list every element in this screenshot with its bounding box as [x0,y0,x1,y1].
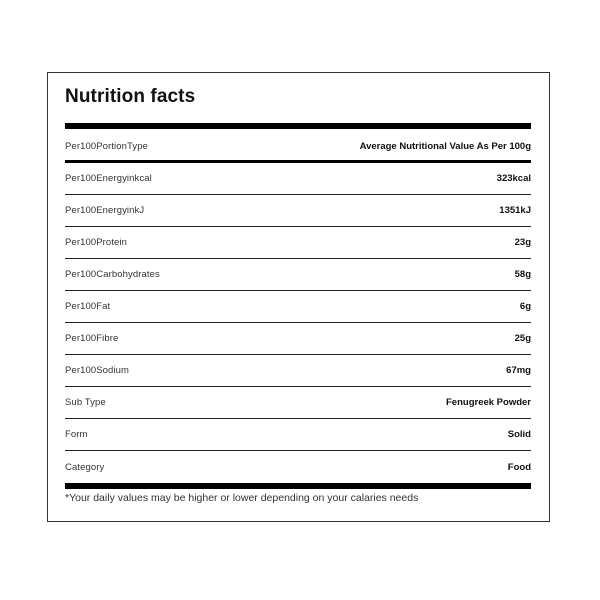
row-label: Per100Fat [65,301,111,312]
table-row [65,291,531,323]
row-label: Sub Type [65,397,106,408]
nutrition-rows [65,163,531,483]
row-value: 23g [514,237,531,248]
row-label: Per100Protein [65,237,128,248]
row-label: Per100Fibre [65,333,119,344]
table-row [65,451,531,483]
daily-values-footnote: *Your daily values may be higher or lower depending on your calaries needs [65,492,419,504]
nutrition-facts-panel [47,72,550,522]
row-label: Per100Sodium [65,365,130,376]
row-value: 67mg [506,365,531,376]
table-row [65,419,531,451]
row-value: Fenugreek Powder [446,397,531,408]
row-label: Form [65,429,88,440]
table-row [65,259,531,291]
bottom-thick-rule [65,483,531,489]
top-thick-rule [65,123,531,129]
row-value: Solid [507,429,531,440]
row-value: Food [507,461,531,473]
row-value: 1351kJ [499,205,531,216]
row-label: Per100Energyinkcal [65,173,152,184]
header-label: Per100PortionType [65,140,149,152]
table-header-row [65,130,531,162]
table-row [65,355,531,387]
table-row [65,195,531,227]
row-label: Category [65,461,105,473]
panel-title: Nutrition facts [65,86,196,107]
header-value: Average Nutritional Value As Per 100g [359,140,531,152]
table-row [65,323,531,355]
table-row [65,227,531,259]
table-row [65,163,531,195]
table-row [65,387,531,419]
row-value: 58g [514,269,531,280]
row-value: 6g [519,301,531,312]
row-value: 25g [514,333,531,344]
nutrition-table [65,130,531,162]
row-label: Per100EnergyinkJ [65,205,145,216]
row-label: Per100Carbohydrates [65,269,160,280]
row-value: 323kcal [496,173,531,184]
